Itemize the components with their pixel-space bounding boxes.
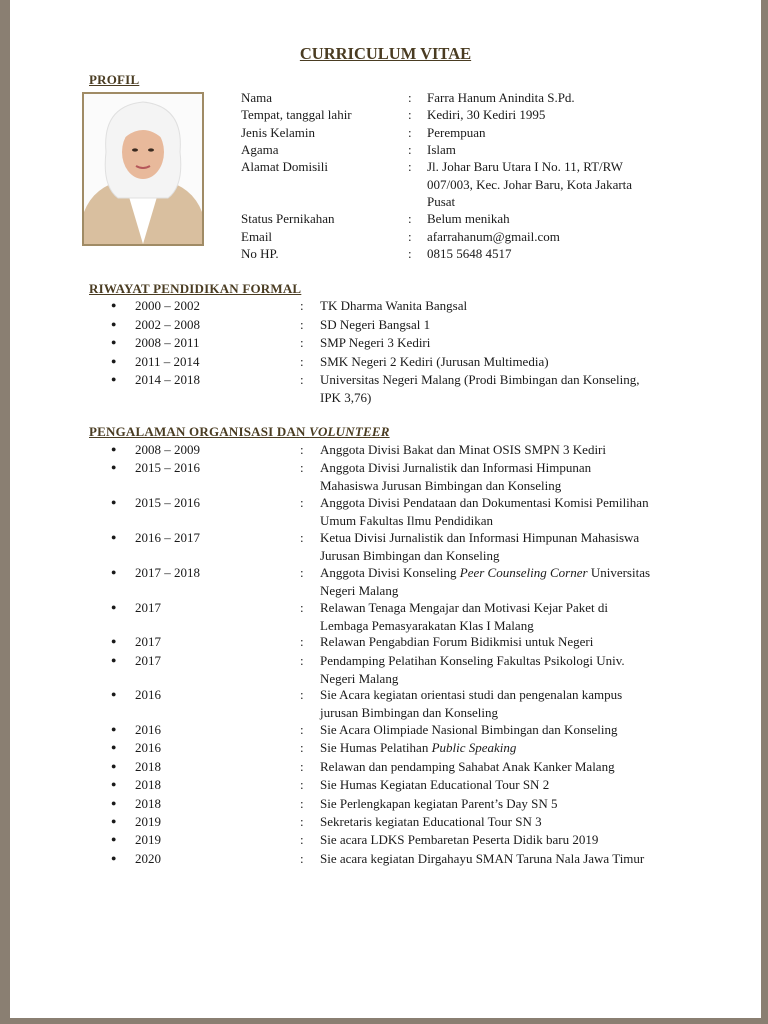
bullet-icon: ●: [111, 798, 117, 808]
education-item: [10, 353, 761, 371]
organization-desc: Sie Acara kegiatan orientasi studi dan pengenalan kampus: [320, 687, 623, 702]
organization-desc: Sie acara kegiatan Dirgahayu SMAN Taruna Nala Jawa Timur: [320, 851, 645, 866]
organization-desc-line2: jurusan Bimbingan dan Konseling: [320, 705, 499, 720]
profile-label-agama: Agama: [241, 142, 279, 157]
organization-item: [10, 776, 761, 794]
organization-years: 2015 – 2016: [135, 460, 200, 475]
bullet-icon: ●: [111, 567, 117, 577]
organization-years: 2017: [135, 634, 161, 649]
organization-colon: :: [300, 777, 304, 792]
organization-desc-line2: Negeri Malang: [320, 583, 399, 598]
bullet-icon: ●: [111, 761, 117, 771]
organization-colon: :: [300, 460, 304, 475]
profile-colon: :: [408, 142, 412, 157]
organization-item: [10, 459, 761, 495]
section-heading-organisasi-italic: VOLUNTEER: [309, 424, 390, 439]
education-item: [10, 316, 761, 334]
organization-years: 2016: [135, 740, 161, 755]
profile-colon: :: [408, 246, 412, 261]
organization-desc-line2: Negeri Malang: [320, 671, 399, 686]
organization-desc-line2: Lembaga Pemasyarakatan Klas I Malang: [320, 618, 534, 633]
education-desc: TK Dharma Wanita Bangsal: [320, 298, 468, 313]
organization-item: [10, 739, 761, 757]
bullet-icon: ●: [111, 834, 117, 844]
organization-desc: Anggota Divisi Pendataan dan Dokumentasi Komisi Pemilihan: [320, 495, 649, 510]
organization-desc: Sie Perlengkapan kegiatan Parent’s Day SN 5: [320, 796, 558, 811]
profile-label-status: Status Pernikahan: [241, 211, 335, 226]
organization-colon: :: [300, 634, 304, 649]
bullet-icon: ●: [111, 724, 117, 734]
organization-desc: Relawan dan pendamping Sahabat Anak Kanker Malang: [320, 759, 615, 774]
organization-colon: :: [300, 687, 304, 702]
organization-item: [10, 813, 761, 831]
profile-colon: :: [408, 211, 412, 226]
organization-years: 2019: [135, 814, 161, 829]
organization-colon: :: [300, 600, 304, 615]
organization-colon: :: [300, 759, 304, 774]
organization-desc: Anggota Divisi Jurnalistik dan Informasi Himpunan: [320, 460, 592, 475]
profile-value-gender: Perempuan: [427, 125, 486, 140]
profile-photo: [82, 92, 204, 246]
profile-colon: :: [408, 125, 412, 140]
organization-years: 2018: [135, 777, 161, 792]
bullet-icon: ●: [111, 602, 117, 612]
organization-desc: Ketua Divisi Jurnalistik dan Informasi Himpunan Mahasiswa: [320, 530, 640, 545]
profile-value-hp: 0815 5648 4517: [427, 246, 512, 261]
organization-colon: :: [300, 740, 304, 755]
organization-desc: Anggota Divisi Bakat dan Minat OSIS SMPN 3 Kediri: [320, 442, 606, 457]
organization-years: 2018: [135, 759, 161, 774]
education-item: [10, 334, 761, 352]
organization-desc-line2: Jurusan Bimbingan dan Konseling: [320, 548, 500, 563]
bullet-icon: ●: [111, 636, 117, 646]
education-desc-line2: IPK 3,76): [320, 390, 372, 405]
education-colon: :: [300, 317, 304, 332]
education-item: [10, 371, 761, 407]
organization-desc: Sie Acara Olimpiade Nasional Bimbingan dan Konseling: [320, 722, 618, 737]
profile-value-agama: Islam: [427, 142, 456, 157]
organization-item: [10, 529, 761, 565]
bullet-icon: ●: [111, 689, 117, 699]
education-years: 2000 – 2002: [135, 298, 200, 313]
education-years: 2008 – 2011: [135, 335, 200, 350]
organization-colon: :: [300, 653, 304, 668]
profile-label-hp: No HP.: [241, 246, 279, 261]
organization-colon: :: [300, 565, 304, 580]
organization-years: 2008 – 2009: [135, 442, 200, 457]
section-heading-organisasi-text: PENGALAMAN ORGANISASI DAN: [89, 424, 310, 439]
bullet-icon: ●: [111, 300, 117, 310]
organization-desc: Sie Humas Pelatihan Public Speaking: [320, 740, 517, 755]
document-title: CURRICULUM VITAE: [299, 44, 472, 63]
organization-item: [10, 652, 761, 688]
profile-value-alamat-line3: Pusat: [427, 194, 456, 209]
organization-item: [10, 494, 761, 530]
organization-item: [10, 564, 761, 600]
education-colon: :: [300, 372, 304, 387]
bullet-icon: ●: [111, 319, 117, 329]
education-desc: SMK Negeri 2 Kediri (Jurusan Multimedia): [320, 354, 549, 369]
education-years: 2002 – 2008: [135, 317, 200, 332]
organization-colon: :: [300, 851, 304, 866]
organization-desc: Sie Humas Kegiatan Educational Tour SN 2: [320, 777, 550, 792]
organization-desc-italic: Peer Counseling Corner: [459, 565, 588, 580]
organization-colon: :: [300, 530, 304, 545]
organization-years: 2016 – 2017: [135, 530, 200, 545]
organization-item: [10, 831, 761, 849]
organization-years: 2017 – 2018: [135, 565, 200, 580]
organization-item: [10, 758, 761, 776]
organization-item: [10, 686, 761, 722]
profile-value-email: afarrahanum@gmail.com: [427, 229, 560, 244]
education-item: [10, 297, 761, 315]
organization-colon: :: [300, 495, 304, 510]
organization-years: 2018: [135, 796, 161, 811]
organization-colon: :: [300, 722, 304, 737]
section-heading-profil: PROFIL: [89, 72, 140, 87]
education-colon: :: [300, 354, 304, 369]
bullet-icon: ●: [111, 779, 117, 789]
organization-colon: :: [300, 832, 304, 847]
bullet-icon: ●: [111, 655, 117, 665]
bullet-icon: ●: [111, 462, 117, 472]
organization-colon: :: [300, 442, 304, 457]
profile-value-ttl: Kediri, 30 Kediri 1995: [427, 107, 546, 122]
profile-label-ttl: Tempat, tanggal lahir: [241, 107, 352, 122]
bullet-icon: ●: [111, 356, 117, 366]
organization-item: [10, 850, 761, 868]
organization-desc-line2: Mahasiswa Jurusan Bimbingan dan Konseling: [320, 478, 562, 493]
organization-desc: Relawan Pengabdian Forum Bidikmisi untuk Negeri: [320, 634, 594, 649]
organization-years: 2015 – 2016: [135, 495, 200, 510]
profile-colon: :: [408, 159, 412, 174]
bullet-icon: ●: [111, 532, 117, 542]
education-years: 2014 – 2018: [135, 372, 200, 387]
organization-desc: Relawan Tenaga Mengajar dan Motivasi Kejar Paket di: [320, 600, 609, 615]
organization-item: [10, 795, 761, 813]
organization-years: 2016: [135, 687, 161, 702]
education-colon: :: [300, 335, 304, 350]
bullet-icon: ●: [111, 742, 117, 752]
profile-value-status: Belum menikah: [427, 211, 510, 226]
bullet-icon: ●: [111, 444, 117, 454]
organization-item: [10, 441, 761, 459]
profile-label-nama: Nama: [241, 90, 273, 105]
bullet-icon: ●: [111, 853, 117, 863]
profile-colon: :: [408, 107, 412, 122]
organization-desc: Pendamping Pelatihan Konseling Fakultas Psikologi Univ.: [320, 653, 625, 668]
education-desc: Universitas Negeri Malang (Prodi Bimbingan dan Konseling,: [320, 372, 640, 387]
profile-colon: :: [408, 229, 412, 244]
profile-label-alamat: Alamat Domisili: [241, 159, 329, 174]
profile-colon: :: [408, 90, 412, 105]
organization-years: 2019: [135, 832, 161, 847]
education-years: 2011 – 2014: [135, 354, 200, 369]
profile-value-alamat-line2: 007/003, Kec. Johar Baru, Kota Jakarta: [427, 177, 633, 192]
organization-years: 2016: [135, 722, 161, 737]
education-colon: :: [300, 298, 304, 313]
profile-value-nama: Farra Hanum Anindita S.Pd.: [427, 90, 575, 105]
bullet-icon: ●: [111, 337, 117, 347]
bullet-icon: ●: [111, 374, 117, 384]
cv-page: [10, 0, 761, 1018]
education-desc: SMP Negeri 3 Kediri: [320, 335, 431, 350]
bullet-icon: ●: [111, 497, 117, 507]
education-desc: SD Negeri Bangsal 1: [320, 317, 431, 332]
organization-item: [10, 633, 761, 651]
organization-desc: Sekretaris kegiatan Educational Tour SN 3: [320, 814, 542, 829]
organization-desc-line2: Umum Fakultas Ilmu Pendidikan: [320, 513, 493, 528]
organization-years: 2017: [135, 600, 161, 615]
profile-label-gender: Jenis Kelamin: [241, 125, 316, 140]
bullet-icon: ●: [111, 816, 117, 826]
organization-item: [10, 599, 761, 635]
organization-years: 2020: [135, 851, 161, 866]
profile-value-alamat: Jl. Johar Baru Utara I No. 11, RT/RW: [427, 159, 623, 174]
organization-colon: :: [300, 814, 304, 829]
profile-label-email: Email: [241, 229, 273, 244]
section-heading-organisasi: [89, 424, 390, 440]
section-heading-pendidikan: RIWAYAT PENDIDIKAN FORMAL: [89, 281, 302, 296]
organization-desc: Sie acara LDKS Pembaretan Peserta Didik baru 2019: [320, 832, 599, 847]
organization-desc-italic: Public Speaking: [431, 740, 517, 755]
organization-colon: :: [300, 796, 304, 811]
organization-years: 2017: [135, 653, 161, 668]
organization-item: [10, 721, 761, 739]
organization-desc: Anggota Divisi Konseling Peer Counseling Corner Universitas: [320, 565, 651, 580]
